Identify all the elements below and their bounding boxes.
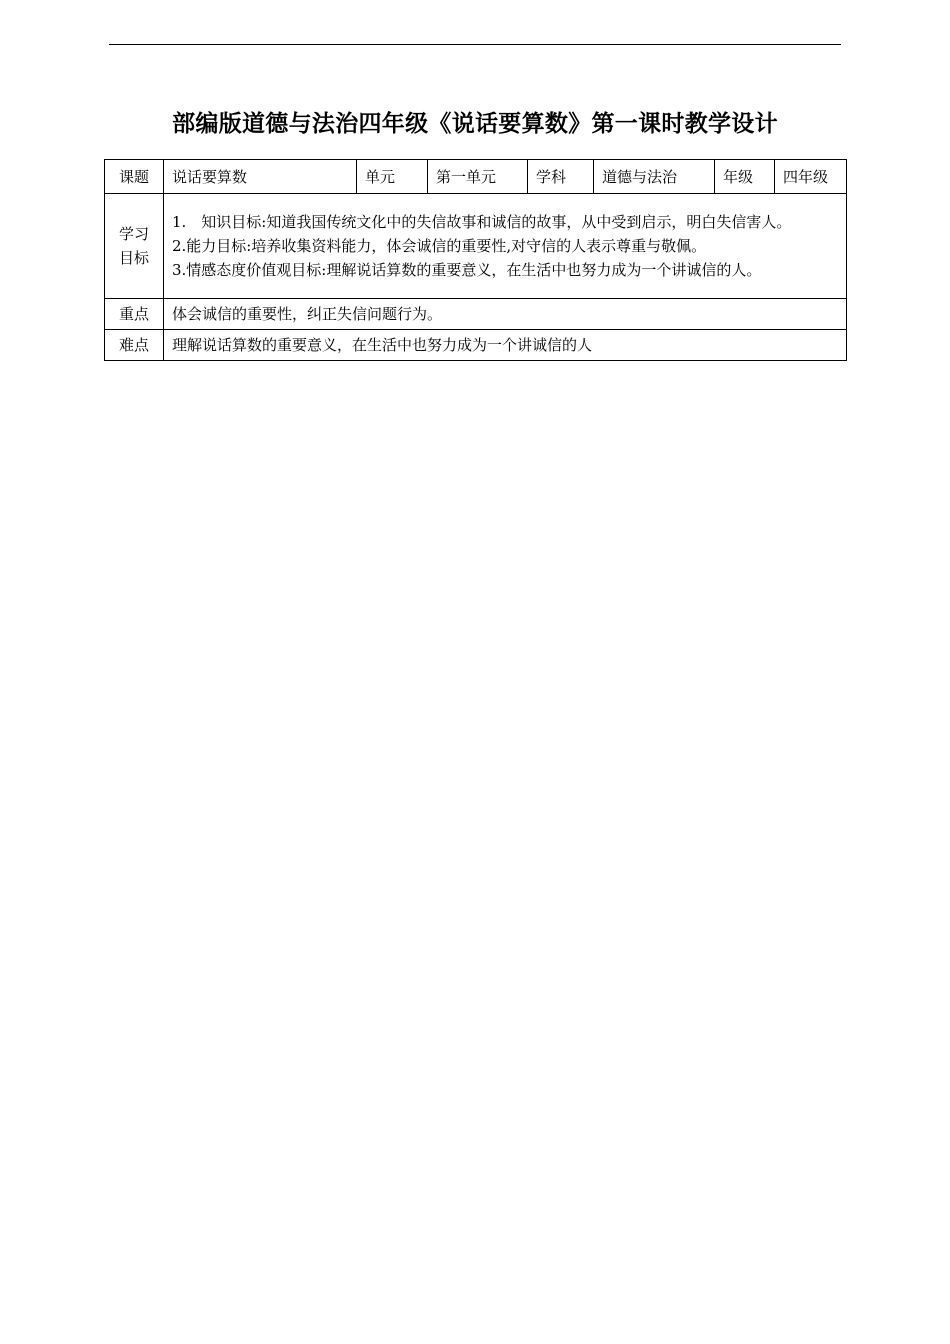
- goals-value: [164, 194, 847, 299]
- unit-label: 单元: [357, 160, 428, 194]
- table-row-header: [105, 160, 847, 194]
- unit-value: 第一单元: [428, 160, 528, 194]
- difficulty-label: 难点: [105, 330, 164, 361]
- goal-item-ability: 2.能力目标:培养收集资料能力，体会诚信的重要性,对守信的人表示尊重与敬佩。: [172, 237, 707, 255]
- subject-value: 道德与法治: [594, 160, 715, 194]
- lesson-plan-table: [104, 159, 847, 361]
- goal-item-attitude: 3.情感态度价值观目标:理解说话算数的重要意义，在生活中也努力成为一个讲诚信的人。: [172, 261, 762, 279]
- key-point-label: 重点: [105, 299, 164, 330]
- goal-item-knowledge: 1. 知识目标:知道我国传统文化中的失信故事和诚信的故事，从中受到启示，明白失信害人。: [172, 213, 792, 231]
- table-row-goals: [105, 194, 847, 299]
- grade-value: 四年级: [775, 160, 847, 194]
- topic-label: 课题: [105, 160, 164, 194]
- topic-value: 说话要算数: [164, 160, 357, 194]
- header-rule: [109, 44, 841, 45]
- goals-label-line1: 学习: [118, 225, 149, 243]
- key-point-value: 体会诚信的重要性，纠正失信问题行为。: [164, 299, 847, 330]
- document-title: 部编版道德与法治四年级《说话要算数》第一课时教学设计: [172, 110, 778, 137]
- difficulty-value: 理解说话算数的重要意义，在生活中也努力成为一个讲诚信的人: [164, 330, 847, 361]
- subject-label: 学科: [528, 160, 594, 194]
- goals-label: [105, 194, 164, 299]
- table-row-difficulty: [105, 330, 847, 361]
- table-row-key-point: [105, 299, 847, 330]
- grade-label: 年级: [715, 160, 775, 194]
- goals-label-line2: 目标: [118, 249, 149, 267]
